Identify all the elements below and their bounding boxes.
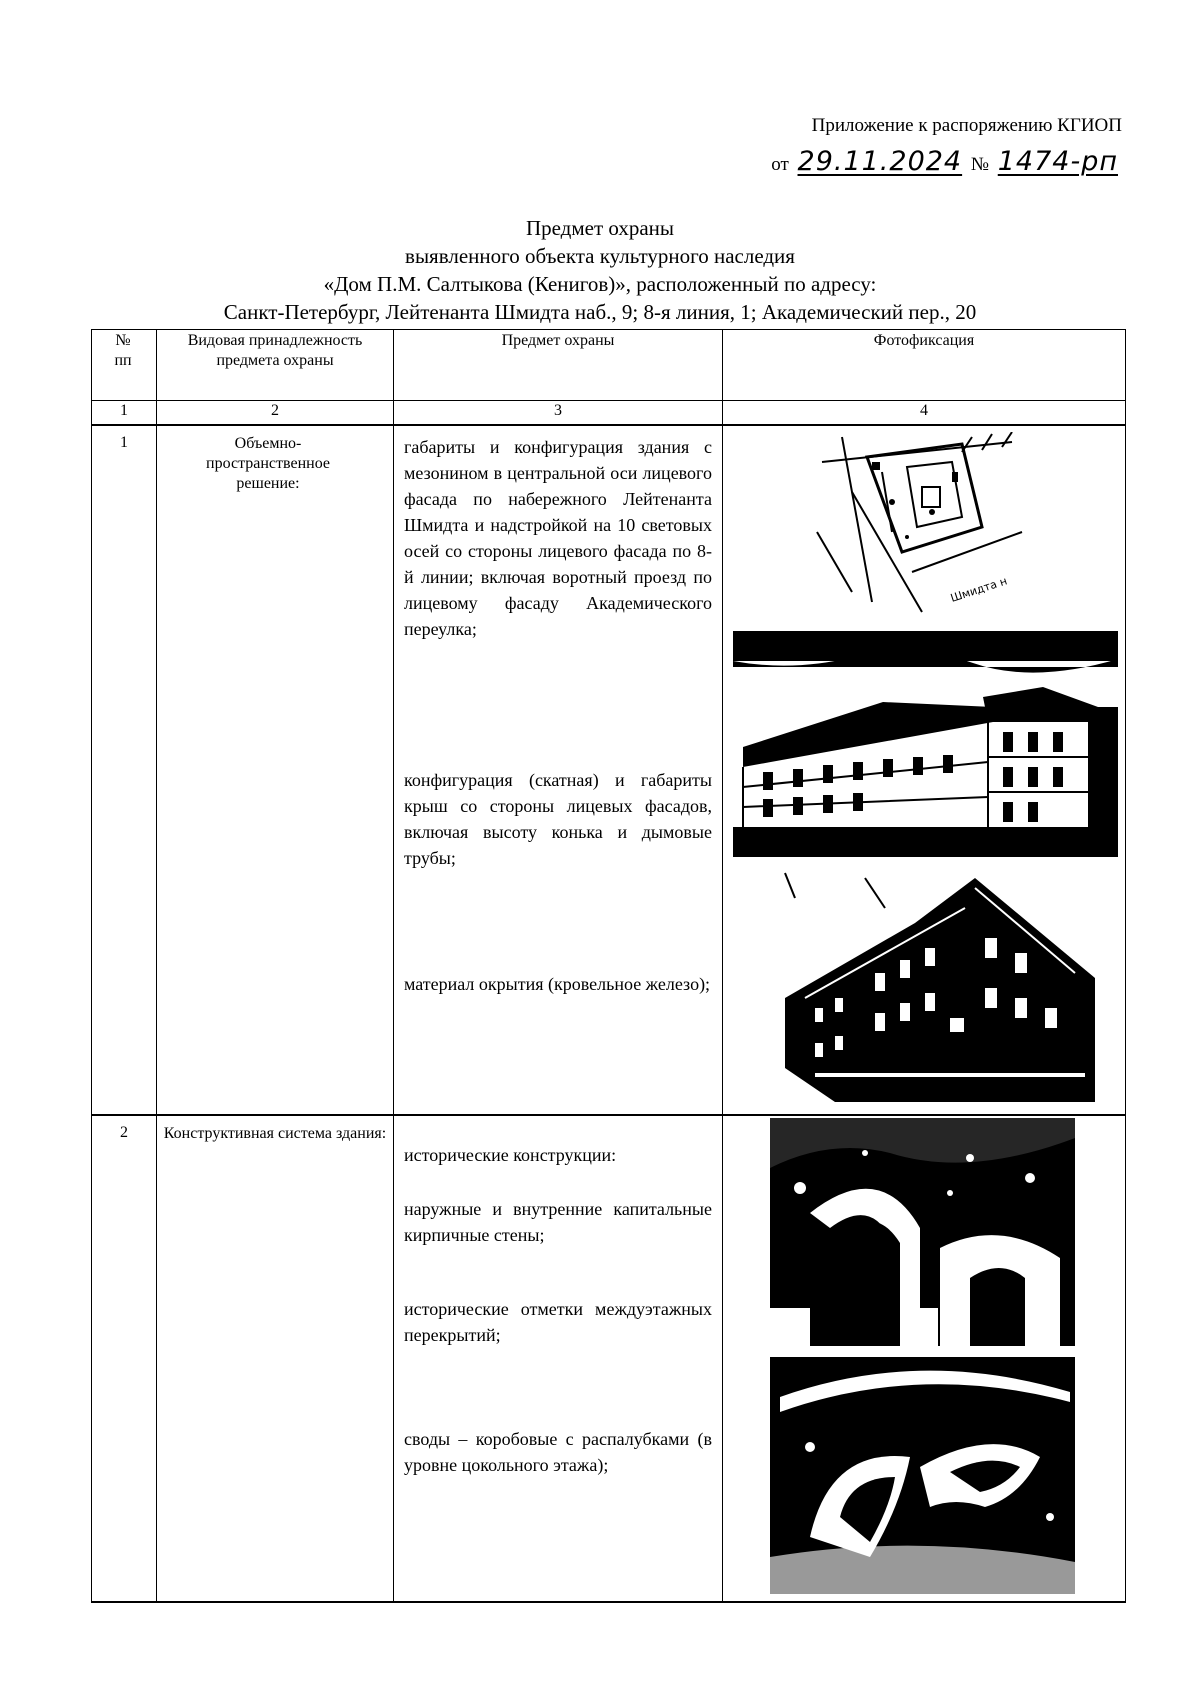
- table-col-divider-1: [156, 329, 157, 1603]
- row-2-type: Конструктивная система здания:: [163, 1125, 387, 1142]
- row-2-item-3: [404, 1296, 712, 1348]
- table-colnum-bottom-line: [91, 424, 1126, 426]
- row-1-item-3-text: материал окрытия (кровельное железо);: [404, 974, 711, 994]
- row-1-type: Объемно-пространственное решение:: [206, 435, 330, 492]
- row-2-number: 2: [120, 1124, 128, 1141]
- column-number-1: 1: [120, 402, 128, 419]
- column-number-4: 4: [920, 402, 928, 419]
- order-number: 1474-рп: [997, 146, 1118, 177]
- row-1-number: 1: [120, 434, 128, 451]
- title-line-1: Предмет охраны: [525, 216, 675, 240]
- row-2-item-2: [404, 1196, 712, 1248]
- table-border-bottom: [91, 1601, 1126, 1603]
- map-street-label: Шмидта н: [948, 574, 1009, 605]
- title-line-3: «Дом П.М. Салтыкова (Кенигов)», расположенный по адресу:: [323, 272, 877, 296]
- header-col-photo: Фотофиксация: [873, 332, 975, 349]
- header-col-number: № пп: [114, 332, 132, 369]
- table-header-bottom-line: [91, 400, 1126, 401]
- table-row1-bottom-line: [91, 1114, 1126, 1116]
- row-1-item-1-text: габариты и конфигурация здания с мезонином в центральной оси лицевого фасада по набережного Лейтенанта Шмидта и надстройкой на 10 световых осей со стороны лицевого фасада по 8-й линии; включая воротный проезд по лицевому фасаду Академического переулка;: [404, 437, 712, 639]
- site-plan-image: [812, 432, 1027, 614]
- row-2-item-4: [404, 1426, 712, 1478]
- table-col-divider-3: [722, 329, 723, 1603]
- appendix-title: Приложение к распоряжению КГИОП: [811, 115, 1122, 136]
- table-border-top: [91, 329, 1126, 330]
- order-number-sign: №: [970, 154, 989, 175]
- basement-vault-image-2: [770, 1357, 1075, 1594]
- row-2-item-1-text: исторические конструкции:: [404, 1145, 617, 1165]
- header-col-subject: Предмет охраны: [501, 332, 615, 349]
- row-2-item-1: [404, 1142, 712, 1168]
- column-number-2: 2: [271, 402, 279, 419]
- row-1-item-2: [404, 767, 712, 871]
- row-2-item-2-text: наружные и внутренние капитальные кирпичные стены;: [404, 1199, 712, 1245]
- row-1-item-2-text: конфигурация (скатная) и габариты крыш со стороны лицевых фасадов, включая высоту конька и дымовые трубы;: [404, 770, 712, 868]
- row-2-item-3-text: исторические отметки междуэтажных перекрытий;: [404, 1299, 712, 1345]
- appendix-header: [771, 112, 1122, 179]
- order-date: 29.11.2024: [797, 146, 963, 177]
- row-1-item-1: [404, 434, 712, 642]
- table-border-left: [91, 329, 92, 1603]
- document-title: [0, 214, 1200, 326]
- title-line-4: Санкт-Петербург, Лейтенанта Шмидта наб., 9; 8-я линия, 1; Академический пер., 20: [223, 300, 977, 324]
- order-line: [771, 148, 1122, 179]
- row-2-item-4-text: своды – коробовые с распалубками (в уровне цокольного этажа);: [404, 1429, 712, 1475]
- building-facade-image: [733, 627, 1118, 857]
- header-col-type: Видовая принадлежность предмета охраны: [187, 332, 363, 369]
- roof-corner-image: [775, 868, 1117, 1102]
- basement-vault-image-1: [770, 1118, 1075, 1346]
- table-border-right: [1125, 329, 1126, 1603]
- table-col-divider-2: [393, 329, 394, 1603]
- title-line-2: выявленного объекта культурного наследия: [405, 244, 795, 268]
- column-number-3: 3: [554, 402, 562, 419]
- row-1-item-3: [404, 971, 712, 997]
- order-prefix: от: [771, 154, 789, 175]
